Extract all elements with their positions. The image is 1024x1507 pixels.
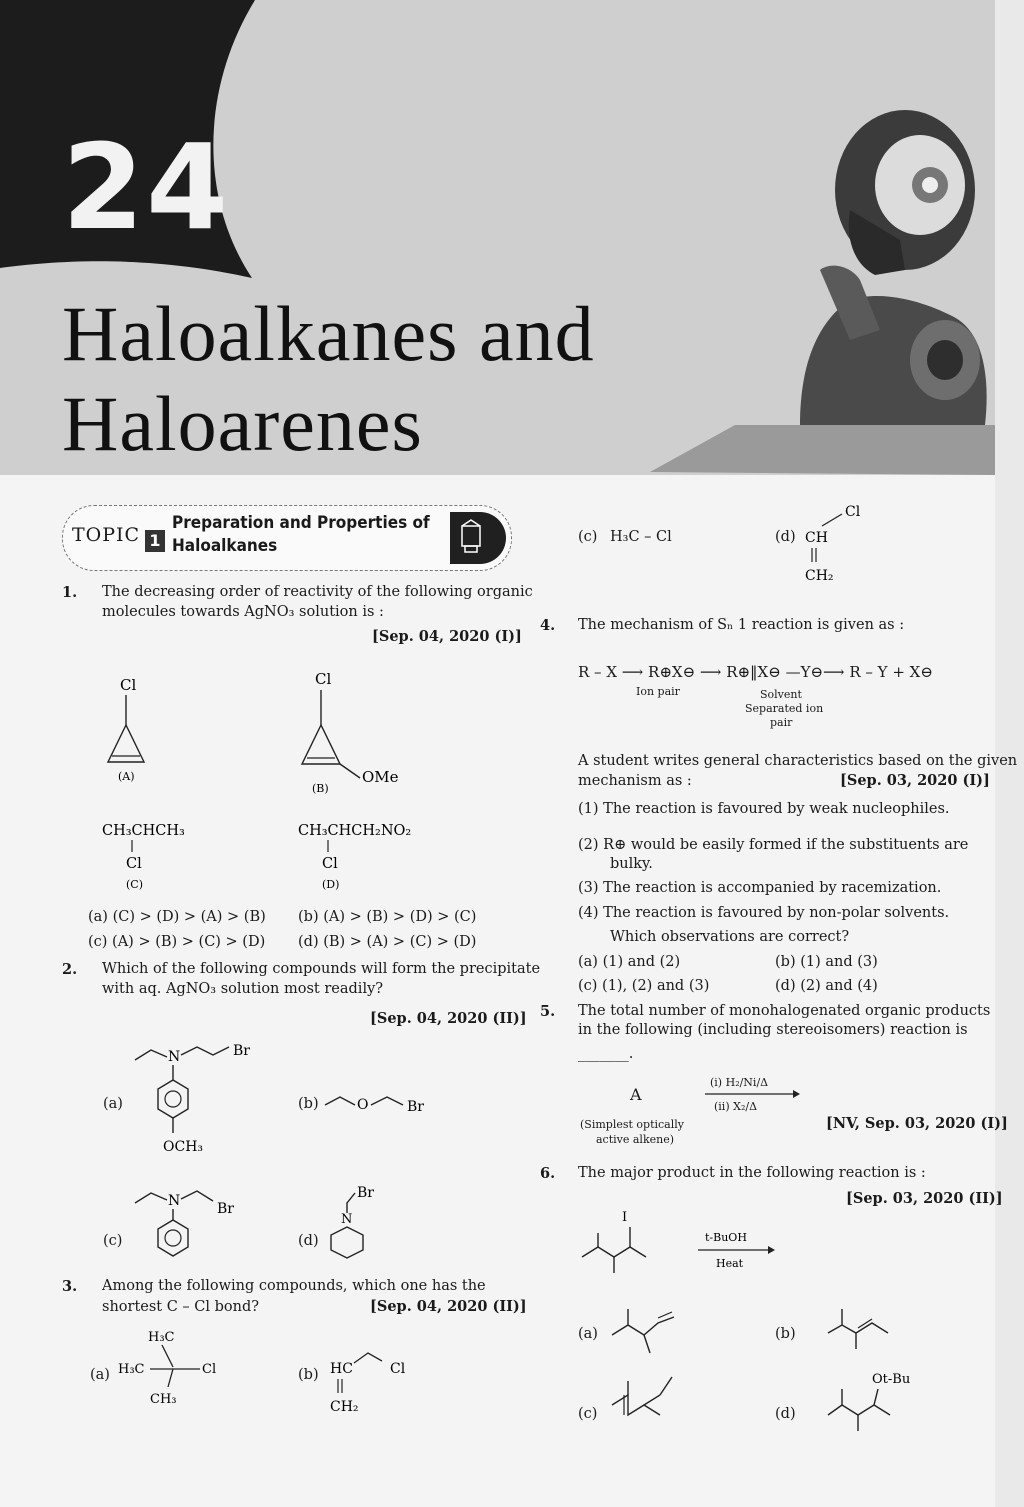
q6-condition: Heat (716, 1257, 744, 1270)
q1-c-formula: CH₃CHCH₃ (102, 823, 185, 839)
q5-answer-blank: _______. (578, 1046, 634, 1062)
q1-number: 1. (62, 584, 78, 601)
q5-note-line1: (Simplest optically (580, 1118, 684, 1131)
q2-option-c[interactable]: (c) (103, 1233, 123, 1249)
q3-a-h3c-left: H₃C (118, 1362, 145, 1377)
q2-text-line1: Which of the following compounds will form the precipitate (102, 961, 541, 977)
q4-statement-1: (1) The reaction is favoured by weak nucleophiles. (578, 801, 950, 817)
q6-product-b (828, 1309, 888, 1349)
q4-option-b[interactable]: (b) (1) and (3) (775, 954, 878, 970)
q1-d-cl: Cl (322, 856, 338, 872)
q2-structure-c (135, 1191, 234, 1256)
q1-structures (90, 670, 510, 910)
q6-iodine: I (622, 1210, 628, 1225)
topic-icon-badge (450, 512, 506, 564)
q3-option-a[interactable]: (a) (90, 1367, 110, 1383)
q3-option-c[interactable]: (c) (578, 529, 598, 545)
q4-ask: Which observations are correct? (610, 929, 850, 945)
q6-product-c (612, 1377, 672, 1415)
q2-structure-a (135, 1043, 250, 1155)
q5-text-line2: in the following (including stereoisomers) reaction is (578, 1022, 968, 1038)
q1-option-c[interactable]: (c) (A) > (B) > (C) > (D) (88, 934, 266, 950)
q2-option-a[interactable]: (a) (103, 1096, 123, 1112)
q2-option-b[interactable]: (b) (298, 1096, 319, 1112)
q1-text-line2: molecules towards AgNO₃ solution is : (102, 604, 384, 620)
q4-option-d[interactable]: (d) (2) and (4) (775, 978, 878, 994)
q6-option-a[interactable]: (a) (578, 1326, 598, 1342)
q2-d-br: Br (357, 1185, 374, 1201)
q3-structure-a (118, 1330, 216, 1407)
q6-option-c[interactable]: (c) (578, 1406, 598, 1422)
q2-c-n: N (168, 1193, 181, 1209)
topic-title-line2: Haloalkanes (172, 536, 278, 556)
q6-product-d (828, 1372, 910, 1431)
q1-option-b[interactable]: (b) (A) > (B) > (D) > (C) (298, 909, 477, 925)
q3-text-line2: shortest C – Cl bond? (102, 1299, 260, 1315)
q6-number: 6. (540, 1165, 556, 1182)
q2-a-och3: OCH₃ (163, 1139, 204, 1155)
q1-b-ome: OMe (362, 768, 399, 786)
lamp-icon (450, 512, 506, 564)
q1-label-d: (D) (322, 878, 340, 891)
q3-option-d[interactable]: (d) (775, 529, 796, 545)
q2-structure-d (331, 1185, 374, 1258)
q1-structure-A (108, 676, 144, 783)
q3-number: 3. (62, 1278, 78, 1295)
q2-structures (125, 1035, 525, 1275)
q4-separated-label: Separated ion (745, 702, 824, 715)
q3-a-ch3: CH₃ (150, 1392, 177, 1407)
q3-a-h3c-top: H₃C (148, 1330, 175, 1345)
q4-statement-2-line1: (2) R⊕ would be easily formed if the substituents are (578, 837, 969, 853)
q1-b-cl: Cl (315, 670, 332, 688)
q5-reactant: A (630, 1085, 642, 1104)
q1-label-b: (B) (312, 782, 329, 795)
q1-a-cl: Cl (120, 676, 137, 694)
q6-reactant (582, 1210, 646, 1273)
q2-b-o: O (357, 1097, 369, 1113)
q3-b-cl: Cl (390, 1361, 406, 1377)
q1-text-line1: The decreasing order of reactivity of the following organic (102, 584, 533, 600)
chapter-number: 24 (62, 118, 231, 256)
chapter-title-line2: Haloarenes (62, 380, 423, 467)
q5-reaction-arrow (705, 1088, 800, 1100)
q4-option-c[interactable]: (c) (1), (2) and (3) (578, 978, 710, 994)
q3-option-b[interactable]: (b) (298, 1367, 319, 1383)
q4-mechanism-scheme: R – X ⟶ R⊕X⊖ ⟶ R⊕‖X⊖ —Y⊖⟶ R – Y + X⊖ (578, 663, 933, 681)
q1-structure-D (298, 823, 411, 891)
q4-reference: [Sep. 03, 2020 (I)] (840, 772, 990, 789)
q2-d-n: N (341, 1212, 353, 1227)
q3-reference: [Sep. 04, 2020 (II)] (370, 1298, 527, 1315)
q6-reagent: t-BuOH (705, 1231, 747, 1244)
q3-structure-b (330, 1353, 406, 1415)
q6-text: The major product in the following reaction is : (578, 1165, 926, 1181)
q3-text-line1: Among the following compounds, which one has the (102, 1278, 486, 1294)
q3-structures-ab (110, 1325, 430, 1420)
q2-text-line2: with aq. AgNO₃ solution most readily? (102, 981, 384, 997)
q2-b-br: Br (407, 1099, 424, 1115)
q4-statement-3: (3) The reaction is accompanied by racemization. (578, 880, 942, 896)
q6-product-a (612, 1309, 674, 1353)
q4-option-a[interactable]: (a) (1) and (2) (578, 954, 681, 970)
topic-title-line1: Preparation and Properties of (172, 513, 430, 533)
q3-d-ch2: CH₂ (805, 568, 834, 584)
q3-a-cl: Cl (202, 1362, 217, 1377)
q2-number: 2. (62, 961, 78, 978)
q1-option-a[interactable]: (a) (C) > (D) > (A) > (B) (88, 909, 266, 925)
q2-c-br: Br (217, 1201, 234, 1217)
q4-text: The mechanism of Sₙ 1 reaction is given as : (578, 617, 905, 633)
q1-d-formula: CH₃CHCH₂NO₂ (298, 823, 412, 839)
q4-pair-label: pair (770, 716, 793, 729)
q4-statement-4: (4) The reaction is favoured by non-polar solvents. (578, 905, 950, 921)
q6-option-b[interactable]: (b) (775, 1326, 796, 1342)
header-stripe (650, 425, 995, 475)
q6-otbu: Ot-Bu (872, 1372, 911, 1387)
q6-reference: [Sep. 03, 2020 (II)] (846, 1190, 1003, 1207)
q2-a-br: Br (233, 1043, 250, 1059)
q5-condition-2: (ii) X₂/Δ (714, 1100, 758, 1113)
q1-structure-C (102, 823, 185, 891)
q3-b-ch2: CH₂ (330, 1399, 359, 1415)
topic-title (172, 512, 430, 558)
q3-d-ch: CH (805, 530, 828, 546)
q1-label-a: (A) (118, 770, 135, 783)
q5-reference: [NV, Sep. 03, 2020 (I)] (826, 1115, 1008, 1132)
chapter-title-line1: Haloalkanes and (62, 290, 595, 377)
q4-intro-line1: A student writes general characteristics based on the given (578, 753, 1018, 769)
q2-a-n: N (168, 1049, 181, 1065)
q1-reference: [Sep. 04, 2020 (I)] (372, 628, 522, 645)
q1-structure-B (302, 670, 399, 795)
q5-text-line1: The total number of monohalogenated organic products (578, 1003, 991, 1019)
q4-statement-2-line2: bulky. (610, 856, 653, 872)
q2-structure-b (325, 1097, 424, 1115)
q3-b-hc: HC (330, 1361, 353, 1377)
q1-label-c: (C) (126, 878, 143, 891)
q2-option-d[interactable]: (d) (298, 1233, 319, 1249)
robot-illustration (800, 110, 987, 425)
q3-d-cl: Cl (845, 504, 861, 520)
q4-ion-pair-label: Ion pair (636, 685, 680, 698)
q3-c-formula: H₃C – Cl (610, 529, 672, 545)
q6-option-d[interactable]: (d) (775, 1406, 796, 1422)
q4-intro-line2: mechanism as : (578, 773, 692, 789)
q2-reference: [Sep. 04, 2020 (II)] (370, 1010, 527, 1027)
q4-number: 4. (540, 617, 556, 634)
q6-structures (570, 1205, 990, 1440)
q5-number: 5. (540, 1003, 556, 1020)
q5-note-line2: active alkene) (596, 1133, 675, 1146)
topic-label: TOPIC (72, 524, 141, 546)
q1-option-d[interactable]: (d) (B) > (A) > (C) > (D) (298, 934, 477, 950)
q3-structure-d (800, 498, 890, 588)
q5-condition-1: (i) H₂/Ni/Δ (710, 1076, 769, 1089)
q1-c-cl: Cl (126, 856, 142, 872)
q4-solvent-label: Solvent (760, 688, 802, 701)
topic-number: 1 (145, 530, 165, 552)
